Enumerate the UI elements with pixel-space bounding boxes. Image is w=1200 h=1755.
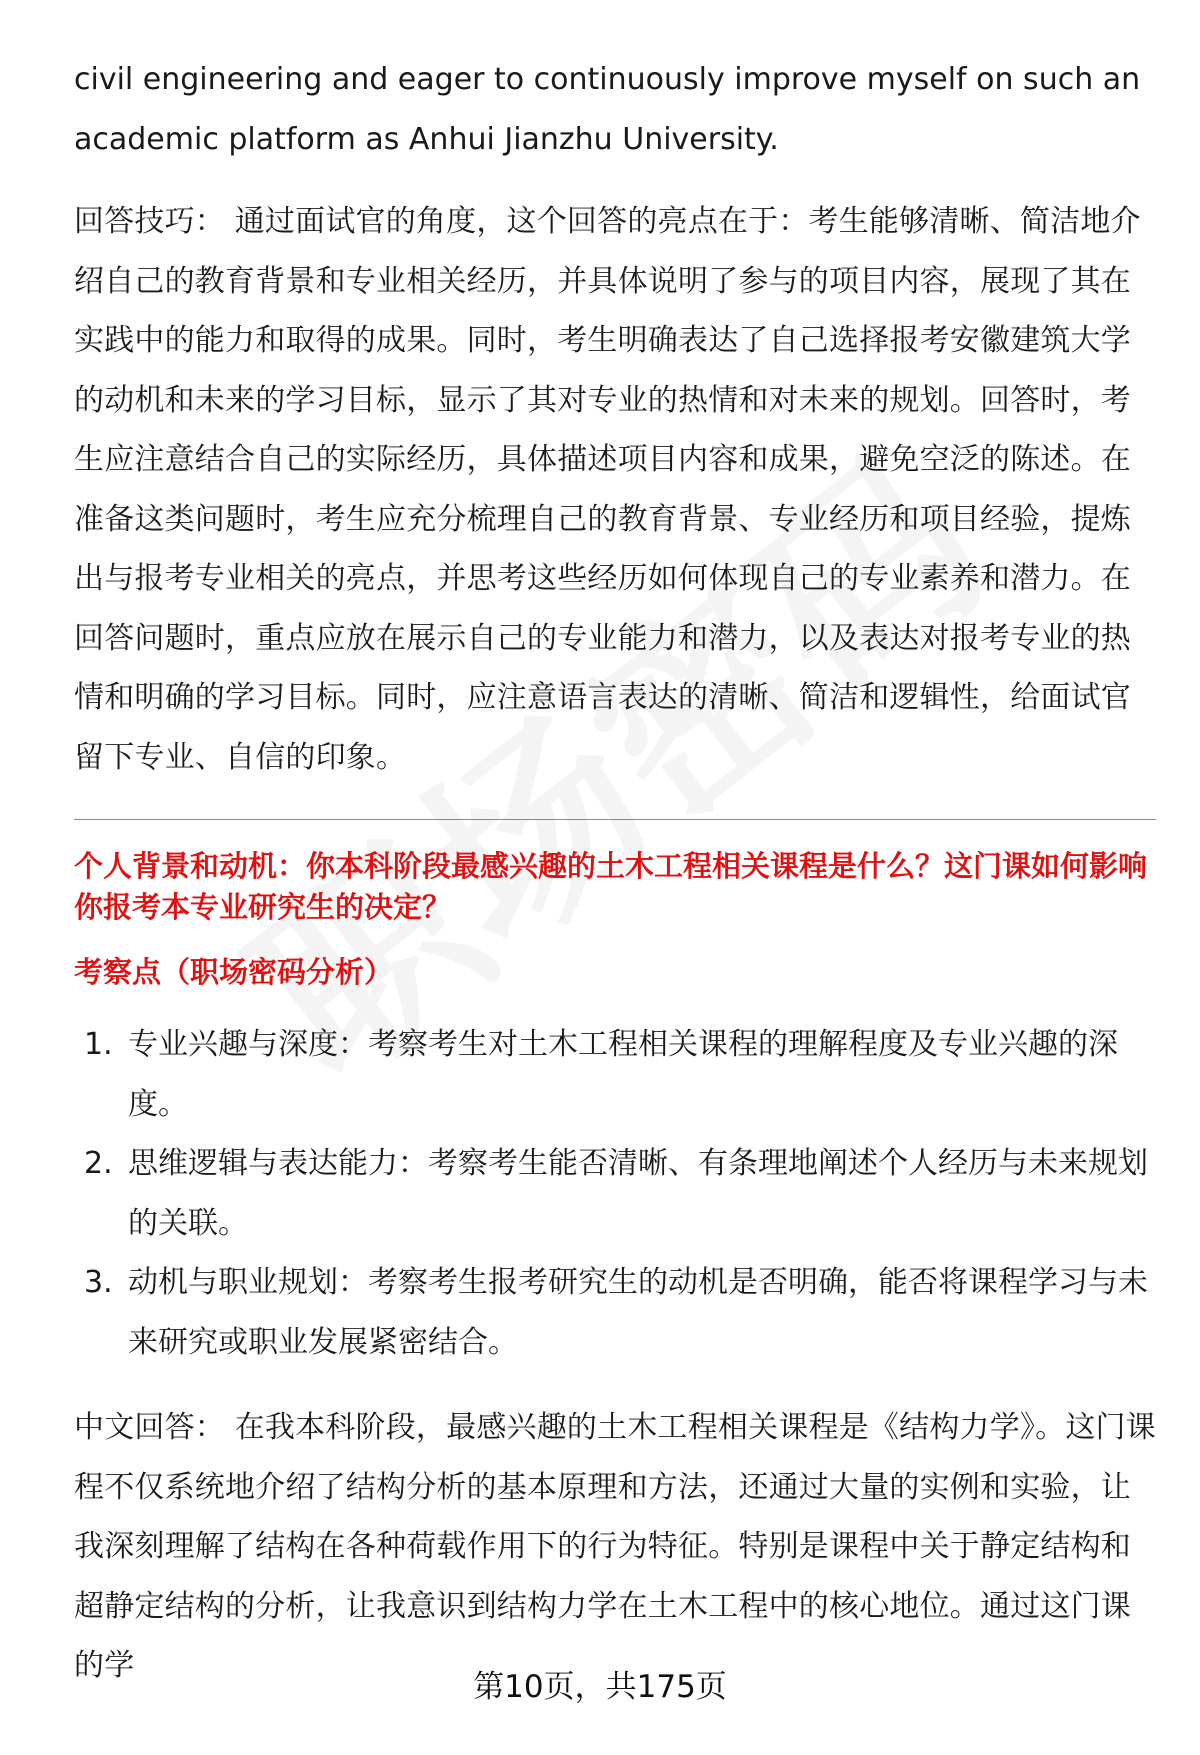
assessment-points-heading: 考察点（职场密码分析） (74, 955, 394, 989)
section-divider (74, 819, 1156, 820)
list-item-number: 3. (84, 1265, 113, 1300)
list-item (74, 1015, 1156, 1134)
list-item-number: 1. (84, 1027, 113, 1062)
intro-continued-paragraph: civil engineering and eager to continuously improve myself on such an academic platform as Anhui Jianzhu University. (74, 62, 1141, 157)
list-item-text: 动机与职业规划：考察考生报考研究生的动机是否明确，能否将课程学习与未来研究或职业发展紧密结合。 (128, 1265, 1148, 1360)
question-title: 个人背景和动机：你本科阶段最感兴趣的土木工程相关课程是什么？这门课如何影响你报考本专业研究生的决定？ (74, 849, 1148, 924)
list-item (74, 1134, 1156, 1253)
list-item (74, 1253, 1156, 1372)
document-page (74, 50, 1156, 1696)
list-item-number: 2. (84, 1146, 113, 1181)
assessment-points-list (74, 1015, 1156, 1372)
list-item-text: 专业兴趣与深度：考察考生对土木工程相关课程的理解程度及专业兴趣的深度。 (128, 1027, 1118, 1122)
list-item-text: 思维逻辑与表达能力：考察考生能否清晰、有条理地阐述个人经历与未来规划的关联。 (128, 1146, 1148, 1241)
answer-tips-paragraph: 回答技巧： 通过面试官的角度，这个回答的亮点在于：考生能够清晰、简洁地介绍自己的教育背景和专业相关经历，并具体说明了参与的项目内容，展现了其在实践中的能力和取得的成果。同时，考生明确表达了自己选择报考安徽建筑大学的动机和未来的学习目标，显示了其对专业的热情和对未来的规划。回答时，考生应注意结合自己的实际经历，具体描述项目内容和成果，避免空泛的陈述。在准备这类问题时，考生应充分梳理自己的教育背景、专业经历和项目经验，提炼出与报考专业相关的亮点，并思考这些经历如何体现自己的专业素养和潜力。在回答问题时，重点应放在展示自己的专业能力和潜力，以及表达对报考专业的热情和明确的学习目标。同时，应注意语言表达的清晰、简洁和逻辑性，给面试官留下专业、自信的印象。 (74, 204, 1141, 775)
page-number-footer: 第10页，共175页 (473, 1669, 727, 1705)
chinese-answer-paragraph: 中文回答： 在我本科阶段，最感兴趣的土木工程相关课程是《结构力学》。这门课程不仅系统地介绍了结构分析的基本原理和方法，还通过大量的实例和实验，让我深刻理解了结构在各种荷载作用下的行为特征。特别是课程中关于静定结构和超静定结构的分析，让我意识到结构力学在土木工程中的核心地位。通过这门课的学 (74, 1410, 1156, 1683)
